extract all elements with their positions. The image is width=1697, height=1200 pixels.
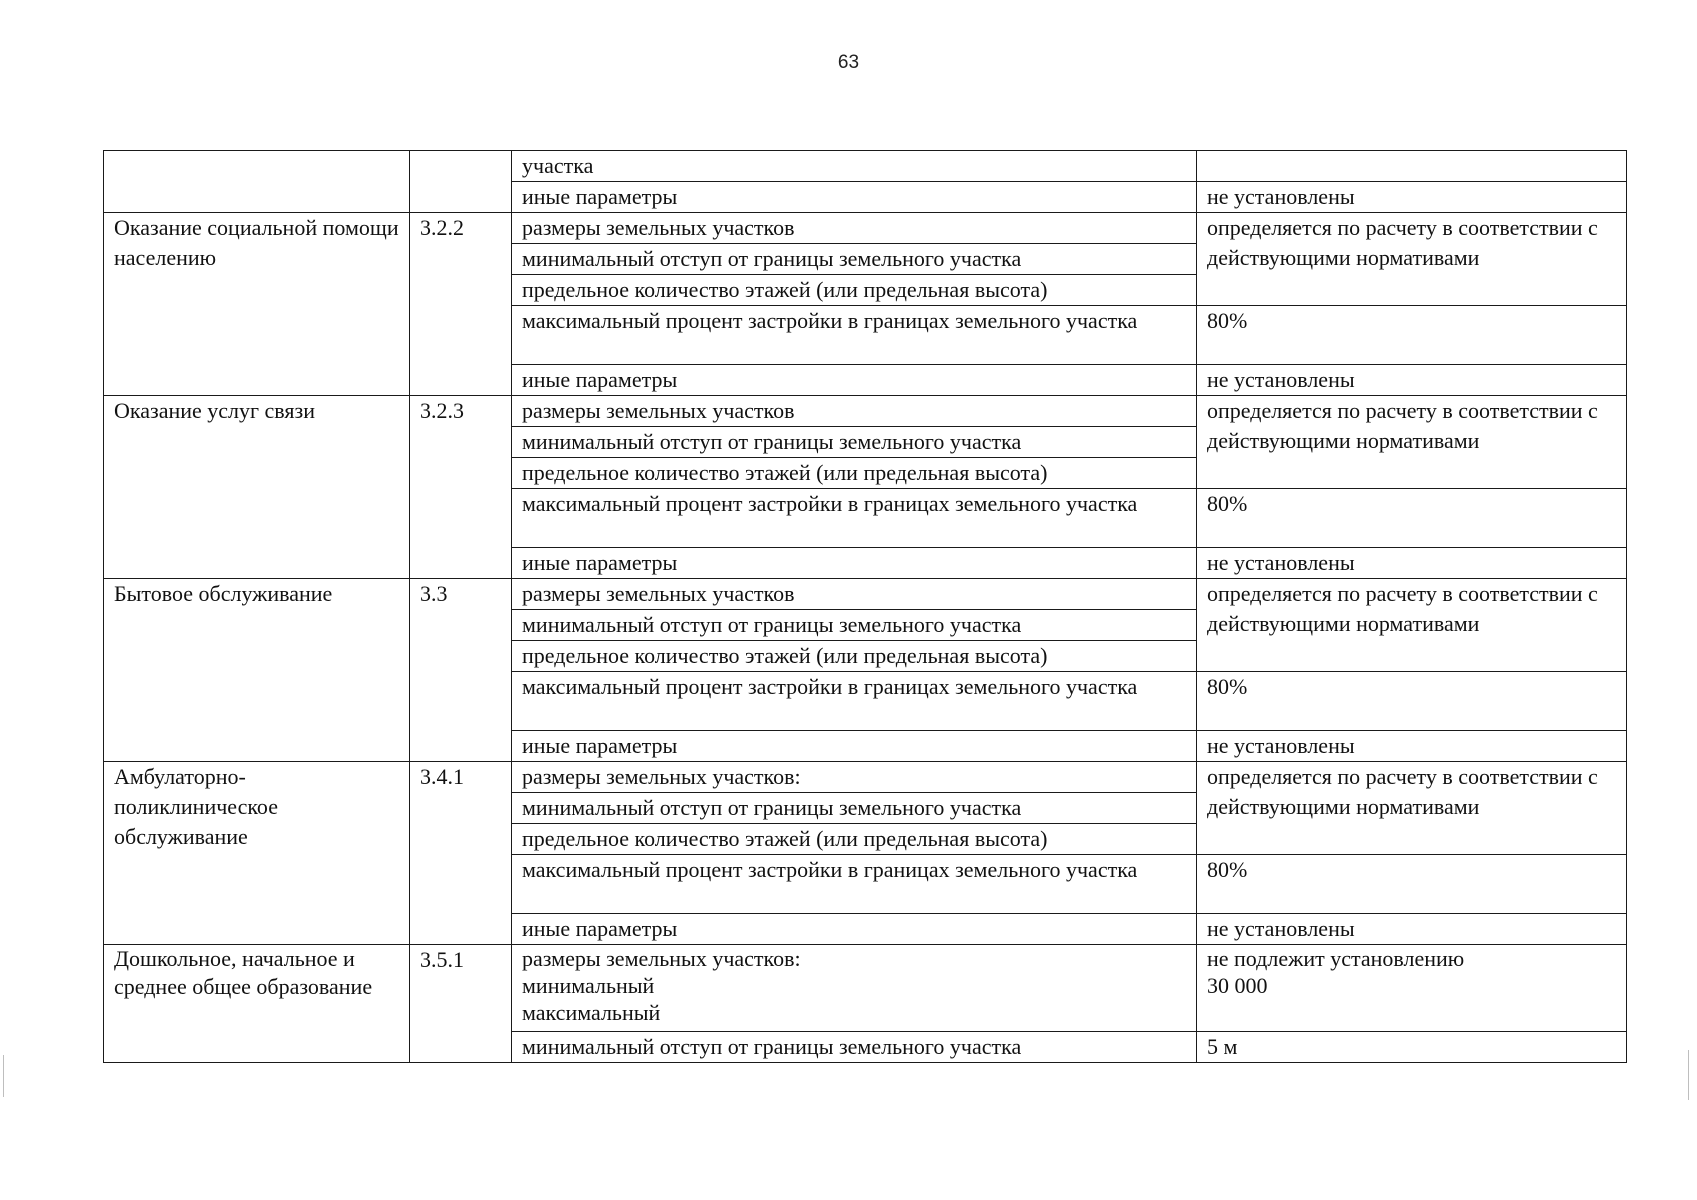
parameter-cell: размеры земельных участков xyxy=(512,213,1197,244)
table-row xyxy=(104,579,1627,610)
value-cell: не установлены xyxy=(1197,365,1627,396)
value-cell xyxy=(1197,945,1627,1032)
parameter-cell: максимальный процент застройки в границах земельного участка xyxy=(512,306,1197,365)
use-type-name: Амбулаторно-поликлиническое обслуживание xyxy=(104,762,410,945)
use-code-cell xyxy=(410,151,512,213)
parameter-line: максимальный xyxy=(522,1000,661,1025)
parameter-cell: минимальный отступ от границы земельного участка xyxy=(512,244,1197,275)
parameter-cell xyxy=(512,945,1197,1032)
value-cell: определяется по расчету в соответствии с действующими нормативами xyxy=(1197,396,1627,489)
parameter-cell: предельное количество этажей (или предельная высота) xyxy=(512,275,1197,306)
use-type-code: 3.5.1 xyxy=(410,945,512,1063)
value-cell: определяется по расчету в соответствии с действующими нормативами xyxy=(1197,579,1627,672)
scan-artifact xyxy=(3,1055,4,1097)
scan-artifact xyxy=(1688,1050,1689,1100)
use-type-name: Бытовое обслуживание xyxy=(104,579,410,762)
value-line: не подлежит установлению xyxy=(1207,946,1465,971)
value-cell xyxy=(1197,151,1627,182)
use-type-code: 3.3 xyxy=(410,579,512,762)
table-row xyxy=(104,151,1627,182)
parameter-cell: размеры земельных участков: xyxy=(512,762,1197,793)
value-line: 30 000 xyxy=(1207,973,1268,998)
parameter-cell: размеры земельных участков xyxy=(512,396,1197,427)
parameter-cell: максимальный процент застройки в границах земельного участка xyxy=(512,672,1197,731)
parameter-cell: иные параметры xyxy=(512,914,1197,945)
use-type-name: Оказание социальной помощи населению xyxy=(104,213,410,396)
parameter-cell: иные параметры xyxy=(512,548,1197,579)
parameter-cell: максимальный процент застройки в границах земельного участка xyxy=(512,855,1197,914)
use-type-code: 3.2.3 xyxy=(410,396,512,579)
value-cell: не установлены xyxy=(1197,548,1627,579)
parameter-line: размеры земельных участков: xyxy=(522,946,801,971)
value-cell: 80% xyxy=(1197,489,1627,548)
zoning-parameters-table xyxy=(103,150,1627,1063)
use-type-name: Дошкольное, начальное и среднее общее образование xyxy=(104,945,410,1063)
parameter-cell: размеры земельных участков xyxy=(512,579,1197,610)
parameter-cell: иные параметры xyxy=(512,365,1197,396)
table-row xyxy=(104,396,1627,427)
value-cell: определяется по расчету в соответствии с действующими нормативами xyxy=(1197,762,1627,855)
parameter-cell: участка xyxy=(512,151,1197,182)
parameter-cell: минимальный отступ от границы земельного участка xyxy=(512,427,1197,458)
parameter-line: минимальный xyxy=(522,973,655,998)
value-cell: не установлены xyxy=(1197,914,1627,945)
parameter-cell: минимальный отступ от границы земельного участка xyxy=(512,1032,1197,1063)
parameter-cell: минимальный отступ от границы земельного участка xyxy=(512,610,1197,641)
parameter-cell: максимальный процент застройки в границах земельного участка xyxy=(512,489,1197,548)
use-type-code: 3.2.2 xyxy=(410,213,512,396)
parameter-cell: минимальный отступ от границы земельного участка xyxy=(512,793,1197,824)
use-type-name: Оказание услуг связи xyxy=(104,396,410,579)
parameter-cell: иные параметры xyxy=(512,182,1197,213)
table-row xyxy=(104,945,1627,1032)
value-cell: не установлены xyxy=(1197,182,1627,213)
value-cell: 80% xyxy=(1197,855,1627,914)
value-cell: определяется по расчету в соответствии с действующими нормативами xyxy=(1197,213,1627,306)
use-type-cell xyxy=(104,151,410,213)
use-type-code: 3.4.1 xyxy=(410,762,512,945)
value-cell: не установлены xyxy=(1197,731,1627,762)
parameter-cell: предельное количество этажей (или предельная высота) xyxy=(512,458,1197,489)
table-row xyxy=(104,213,1627,244)
value-cell: 80% xyxy=(1197,672,1627,731)
table-row xyxy=(104,762,1627,793)
page-number: 63 xyxy=(837,52,860,73)
parameter-cell: предельное количество этажей (или предельная высота) xyxy=(512,641,1197,672)
value-cell: 80% xyxy=(1197,306,1627,365)
value-cell: 5 м xyxy=(1197,1032,1627,1063)
parameter-cell: иные параметры xyxy=(512,731,1197,762)
parameter-cell: предельное количество этажей (или предельная высота) xyxy=(512,824,1197,855)
